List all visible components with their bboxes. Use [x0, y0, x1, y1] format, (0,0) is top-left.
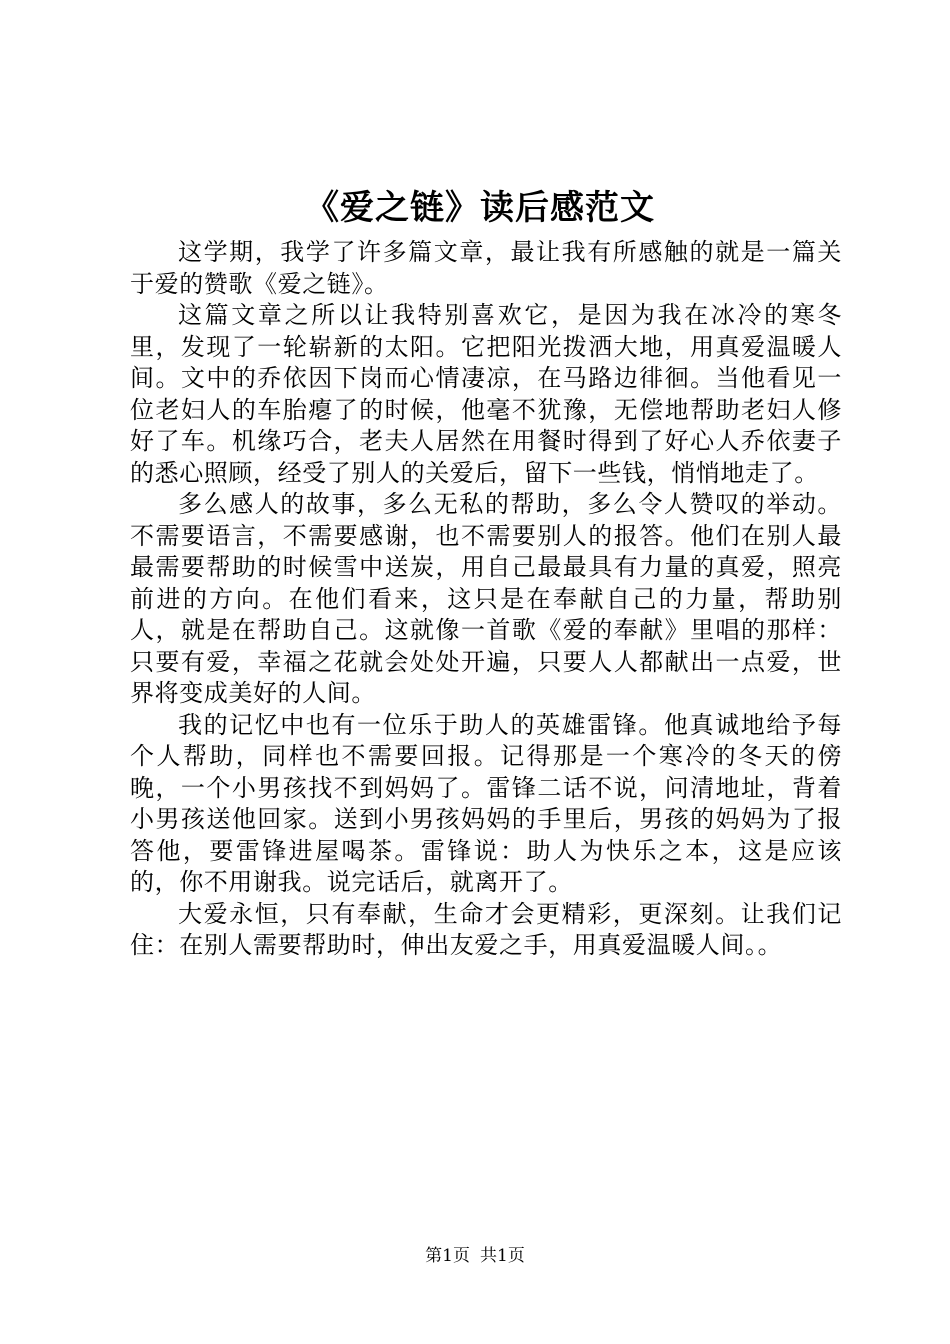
paragraph: 这学期，我学了许多篇文章，最让我有所感触的就是一篇关于爱的赞歌《爱之链》。 [130, 238, 842, 298]
page-total: 共1页 [480, 1246, 525, 1266]
document-title: 《爱之链》读后感范文 [305, 188, 655, 228]
paragraph: 多么感人的故事，多么无私的帮助，多么令人赞叹的举动。不需要语言，不需要感谢，也不需要别人的报答。他们在别人最最需要帮助的时候雪中送炭，用自己最最具有力量的真爱，照亮前进的方向。在他们看来，这只是在奉献自己的力量，帮助别人，就是在帮助自己。这就像一首歌《爱的奉献》里唱的那样：只要有爱，幸福之花就会处处开遍，只要人人都献出一点爱，世界将变成美好的人间。 [130, 490, 842, 707]
page-footer [0, 1244, 950, 1268]
paragraph: 这篇文章之所以让我特别喜欢它，是因为我在冰冷的寒冬里，发现了一轮崭新的太阳。它把阳光拨洒大地，用真爱温暖人间。文中的乔依因下岗而心情凄凉，在马路边徘徊。当他看见一位老妇人的车胎瘪了的时候，他毫不犹豫，无偿地帮助老妇人修好了车。机缘巧合，老夫人居然在用餐时得到了好心人乔依妻子的悉心照顾，经受了别人的关爱后，留下一些钱，悄悄地走了。 [130, 301, 842, 487]
paragraph: 我的记忆中也有一位乐于助人的英雄雷锋。他真诚地给予每个人帮助，同样也不需要回报。记得那是一个寒冷的冬天的傍晚，一个小男孩找不到妈妈了。雷锋二话不说，问清地址，背着小男孩送他回家。送到小男孩妈妈的手里后，男孩的妈妈为了报答他，要雷锋进屋喝茶。雷锋说：助人为快乐之本，这是应该的，你不用谢我。说完话后，就离开了。 [130, 710, 842, 896]
page-number: 第1页 [425, 1246, 470, 1266]
document-body [130, 237, 842, 962]
paragraph: 大爱永恒，只有奉献，生命才会更精彩，更深刻。让我们记住：在别人需要帮助时，伸出友爱之手，用真爱温暖人间。。 [130, 899, 842, 959]
